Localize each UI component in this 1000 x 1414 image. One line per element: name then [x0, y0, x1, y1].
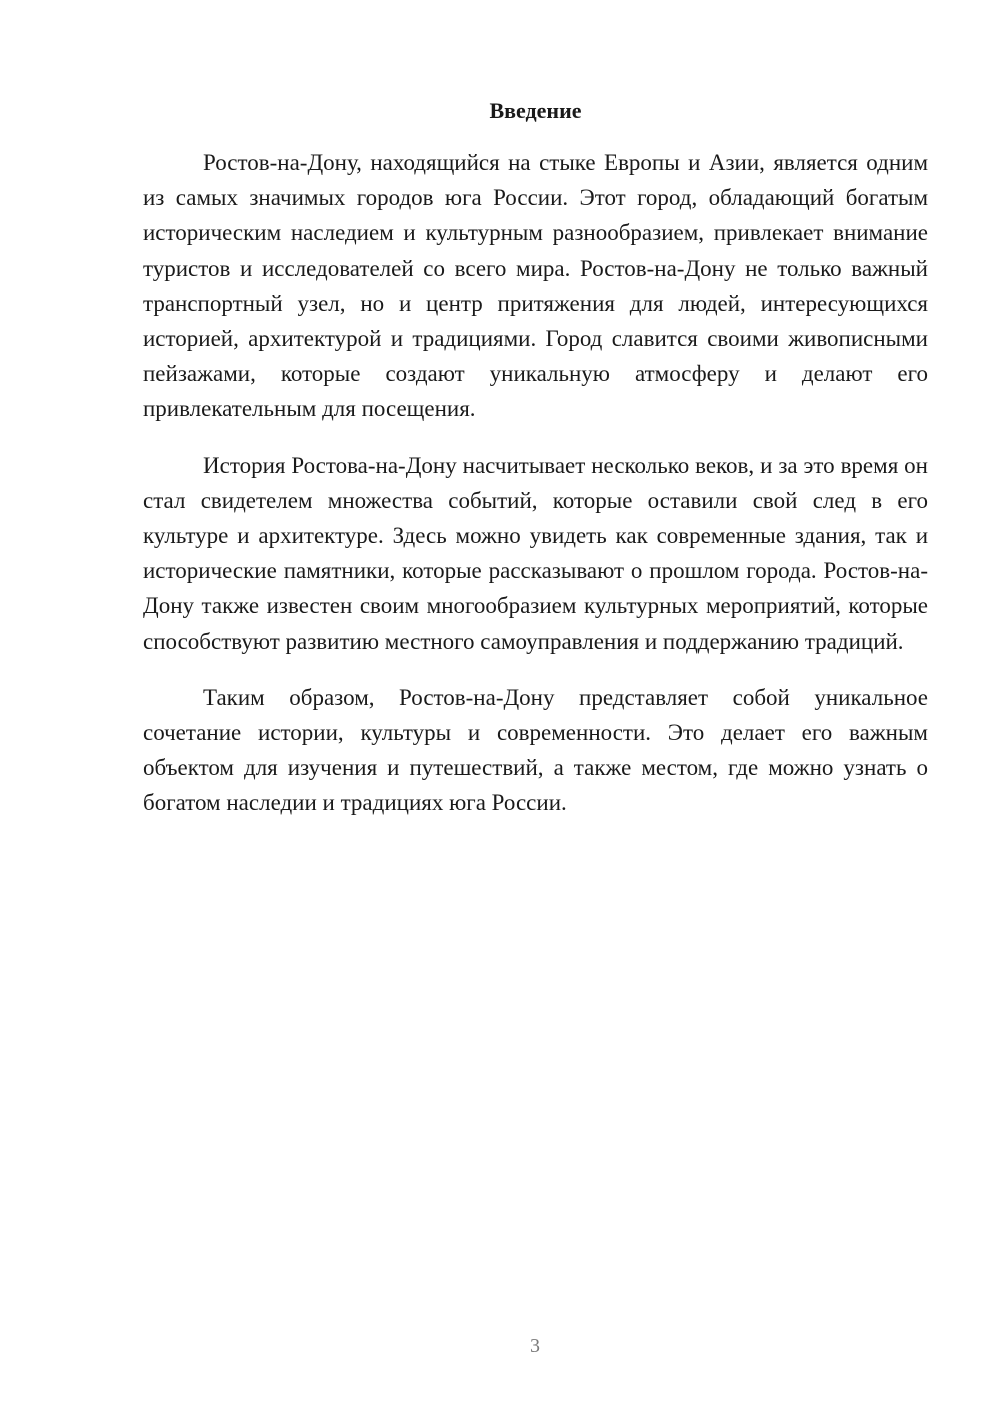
paragraph-3: Таким образом, Ростов-на-Дону представляет собой уникальное сочетание истории, культуры и современности. Это делает его важным объектом для изучения и путешествий, а также местом, где можно узнать о богатом наследии и традициях юга России.	[143, 684, 928, 816]
section-heading: Введение	[489, 98, 582, 123]
document-body	[143, 96, 928, 821]
page-number: 3	[530, 1335, 540, 1357]
paragraph-1: Ростов-на-Дону, находящийся на стыке Европы и Азии, является одним из самых значимых городов юга России. Этот город, обладающий богатым историческим наследием и культурным разнообразием, привлекает внимание туристов и исследователей со всего мира. Ростов-на-Дону не только важный транспортный узел, но и центр притяжения для людей, интересующихся историей, архитектурой и традициями. Город славится своими живописными пейзажами, которые создают уникальную атмосферу и делают его привлекательным для посещения.	[143, 150, 928, 422]
paragraph-2: История Ростова-на-Дону насчитывает несколько веков, и за это время он стал свидетелем множества событий, которые оставили свой след в его культуре и архитектуре. Здесь можно увидеть как современные здания, так и исторические памятники, которые рассказывают о прошлом города. Ростов-на-Дону также известен своим многообразием культурных мероприятий, которые способствуют развитию местного самоуправления и поддержанию традиций.	[143, 452, 928, 654]
